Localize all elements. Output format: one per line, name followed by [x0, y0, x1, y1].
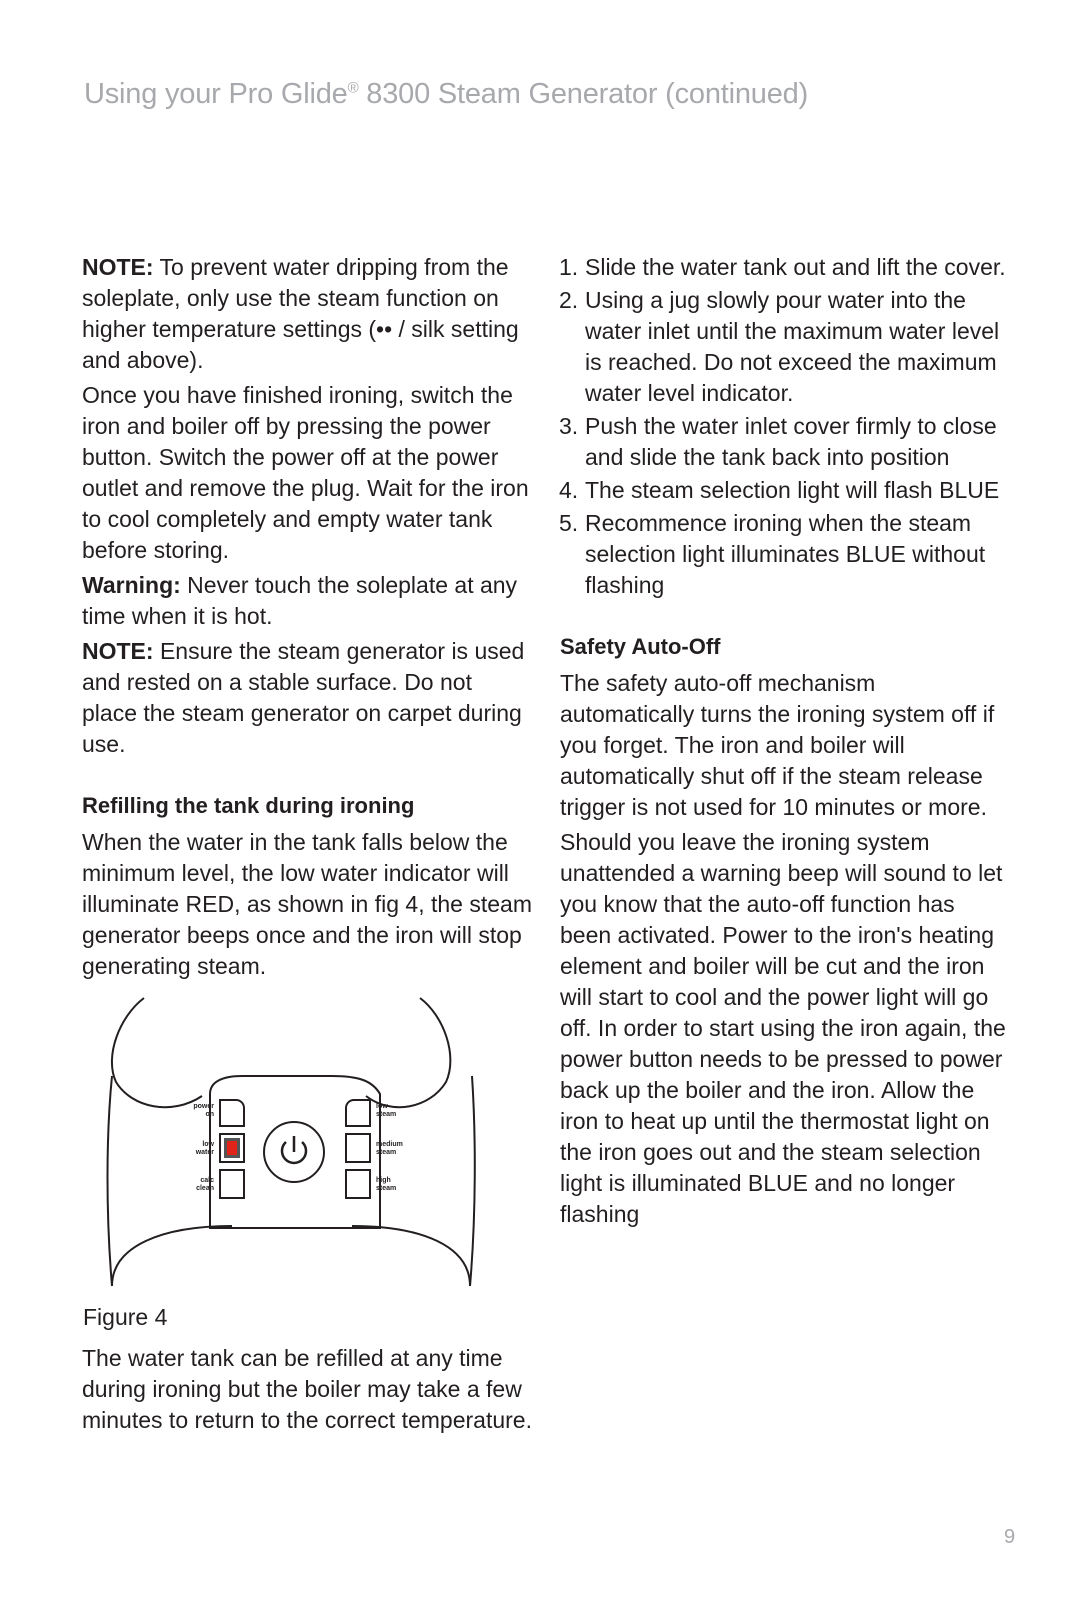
list-item: 1. Slide the water tank out and lift the cover. — [559, 254, 1006, 280]
safety-paragraph-1: The safety auto-off mechanism automatically turns the ironing system off if you forget. The iron and boiler will automatically shut off if the steam release trigger is not used for 10 minutes or more. — [560, 670, 995, 820]
note-paragraph: NOTE: To prevent water dripping from the soleplate, only use the steam function on higher temperature settings (•• / silk setting and above). — [82, 254, 519, 373]
label-low-water-2: water — [195, 1149, 214, 1156]
finished-paragraph: Once you have finished ironing, switch the iron and boiler off by pressing the power button. Switch the power off at the power outlet and remove the plug. Wait for the iron to cool completely and empty water tank before storing. — [82, 382, 529, 563]
right-column — [560, 252, 1010, 1234]
note-paragraph-2: NOTE: Ensure the steam generator is used and rested on a stable surface. Do not place the steam generator on carpet during use. — [82, 638, 525, 757]
label-medium-steam-2: steam — [376, 1149, 397, 1156]
control-panel-figure — [82, 996, 502, 1296]
refill-heading: Refilling the tank during ironing — [82, 793, 415, 818]
label-power-on-2: on — [205, 1111, 214, 1118]
low-water-glow — [227, 1141, 237, 1155]
label-high-steam-2: steam — [376, 1185, 397, 1192]
list-item: 3. Push the water inlet cover firmly to close and slide the tank back into position — [559, 413, 997, 470]
left-column — [82, 252, 532, 1440]
label-calc-clean-2: clean — [196, 1185, 214, 1192]
refill-steps-list — [560, 252, 1010, 601]
refill-after-paragraph: The water tank can be refilled at any time during ironing but the boiler may take a few minutes to return to the correct temperature. — [82, 1345, 532, 1433]
refill-paragraph: When the water in the tank falls below the minimum level, the low water indicator will illuminate RED, as shown in fig 4, the steam generator beeps once and the iron will stop generating steam. — [82, 829, 532, 979]
label-power-on: power — [193, 1103, 214, 1110]
list-item: 2. Using a jug slowly pour water into the water inlet until the maximum water level is reached. Do not exceed the maximum water level indicator. — [559, 287, 1000, 406]
label-low-water: low — [202, 1141, 214, 1148]
label-calc-clean: calc — [200, 1177, 214, 1184]
list-item: 4. The steam selection light will flash BLUE — [559, 477, 1000, 503]
label-low-steam-2: steam — [376, 1111, 397, 1118]
safety-heading: Safety Auto-Off — [560, 634, 721, 659]
label-medium-steam: medium — [376, 1141, 403, 1148]
page-title: Using your Pro Glide® 8300 Steam Generator (continued) — [84, 78, 809, 110]
list-item: 5. Recommence ironing when the steam selection light illuminates BLUE without flashing — [559, 510, 986, 598]
warning-paragraph: Warning: Never touch the soleplate at any time when it is hot. — [82, 572, 518, 629]
control-panel-illustration — [82, 996, 502, 1296]
label-high-steam: high — [376, 1177, 391, 1184]
label-low-steam: low — [376, 1103, 388, 1110]
figure-caption: Figure 4 — [83, 1304, 168, 1330]
page-number: 9 — [1004, 1526, 1016, 1548]
safety-paragraph-2: Should you leave the ironing system unattended a warning beep will sound to let you know that the auto-off function has been activated. Power to the iron's heating element and boiler will be cut and the iron will start to cool and the power light will go off. In order to start using the iron again, the power button needs to be pressed to power back up the boiler and the iron. Allow the iron to heat up until the thermostat light on the iron goes out and the steam selection light is illuminated BLUE and no longer flashing — [560, 829, 1006, 1227]
